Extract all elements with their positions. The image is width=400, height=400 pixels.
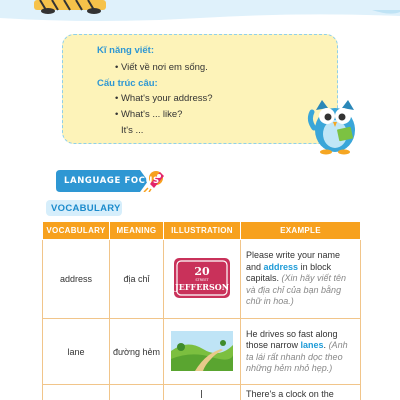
header-example: EXAMPLE <box>241 222 361 240</box>
vocabulary-table <box>42 221 361 400</box>
example-translation: (Xin hãy viết tên và địa chỉ của bạn bằng chữ in hoa.) <box>246 273 347 307</box>
header-meaning: MEANING <box>110 222 164 240</box>
illustration-cell <box>164 240 241 319</box>
header-badge-decoration <box>34 0 106 14</box>
example-cell <box>241 319 361 385</box>
sign-name: JEFFERSON <box>174 282 230 292</box>
language-focus-label: LANGUAGE FOCUS <box>64 176 160 186</box>
example-text: Please write your name and <box>246 250 341 272</box>
illustration-cell <box>164 319 241 385</box>
vocab-meaning <box>110 385 164 400</box>
vocab-meaning: đường hẻm <box>110 319 164 385</box>
vocab-meaning: địa chỉ <box>110 240 164 319</box>
country-lane-image <box>171 331 233 371</box>
structure-item-2: • What's ... like? <box>115 109 183 120</box>
example-cell <box>241 240 361 319</box>
table-row <box>43 240 361 319</box>
table-row <box>43 385 361 400</box>
example-highlight: lanes <box>300 340 324 350</box>
example-translation: (Anh ta lái rất nhanh dọc theo những hẻm nhỏ hẹp.) <box>246 340 348 373</box>
vocab-word <box>43 385 110 400</box>
owl-mascot-icon <box>306 94 364 156</box>
structure-heading: Cấu trúc câu: <box>97 78 158 89</box>
example-text: There's a clock on the <box>246 389 334 399</box>
sign-street: STREET <box>195 278 209 282</box>
vocab-word: address <box>43 240 110 319</box>
writing-heading: Kĩ năng viết: <box>97 45 155 56</box>
street-sign-image <box>172 256 232 300</box>
example-text: He drives so fast along those narrow <box>246 328 338 350</box>
table-row <box>43 319 361 385</box>
sign-number: 20 <box>194 265 210 278</box>
illustration-cell <box>164 385 241 400</box>
example-highlight: address <box>263 261 299 272</box>
vocabulary-label: VOCABULARY <box>46 200 122 216</box>
table-header-row <box>43 222 361 240</box>
example-cell <box>241 385 361 400</box>
structure-item-3: It's ... <box>121 125 144 136</box>
writing-item: • Viết về nơi em sống. <box>115 62 208 73</box>
vocab-word: lane <box>43 319 110 385</box>
illustration-fragment <box>200 390 204 398</box>
header-vocabulary: VOCABULARY <box>43 222 110 240</box>
skills-box <box>62 34 338 144</box>
example-text-end: in block capitals. <box>246 261 332 284</box>
structure-item-1: • What's your address? <box>115 93 213 104</box>
header-illustration: ILLUSTRATION <box>164 222 241 240</box>
example-text-end: . <box>323 340 329 350</box>
